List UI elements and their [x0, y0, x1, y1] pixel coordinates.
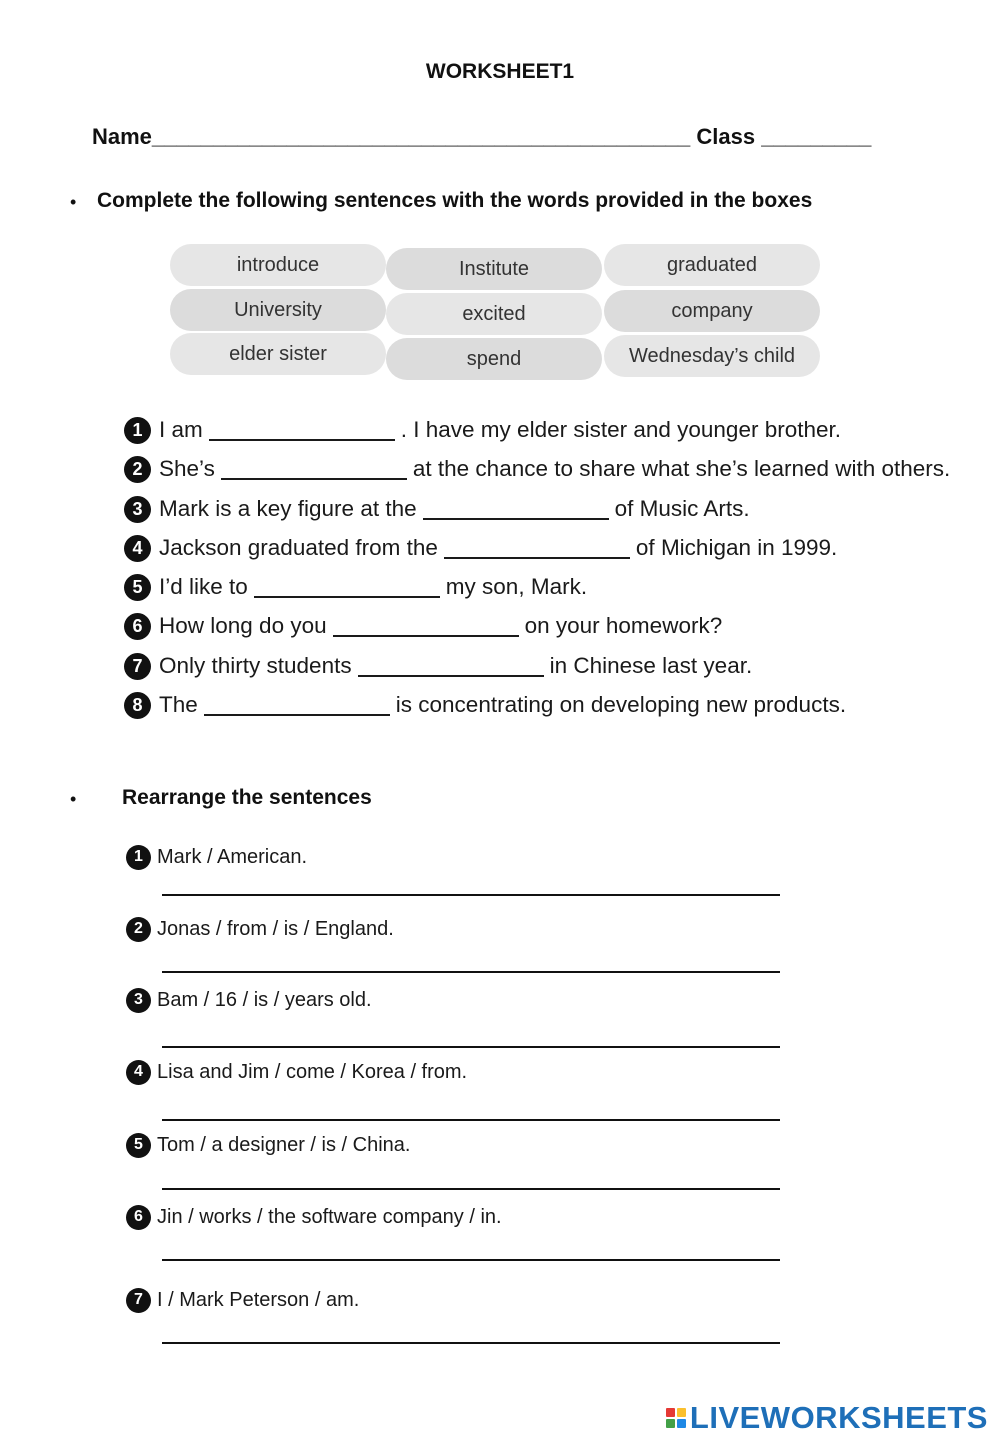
- number-badge: 6: [124, 613, 151, 640]
- sentence-after: of Michigan in 1999.: [635, 535, 838, 560]
- answer-blank[interactable]: [444, 537, 630, 559]
- fill-sentence: [124, 415, 841, 445]
- section2-instruction: Rearrange the sentences: [122, 786, 372, 809]
- fill-sentence: [124, 690, 846, 720]
- word-bank-item[interactable]: excited: [386, 293, 602, 335]
- sentence-after: on your homework?: [524, 613, 723, 638]
- number-badge: 1: [126, 845, 151, 870]
- rearrange-item: [126, 1057, 467, 1087]
- answer-blank[interactable]: [221, 458, 407, 480]
- section1-bullet: •: [70, 192, 77, 212]
- word-bank-item[interactable]: spend: [386, 338, 602, 380]
- number-badge: 7: [124, 653, 151, 680]
- number-badge: 4: [124, 535, 151, 562]
- rearrange-prompt: I / Mark Peterson / am.: [157, 1288, 360, 1311]
- rearrange-prompt: Jonas / from / is / England.: [157, 917, 394, 940]
- name-label: Name: [92, 124, 152, 149]
- name-field[interactable]: ____________________________________________: [151, 124, 691, 149]
- section1-instruction: Complete the following sentences with the words provided in the boxes: [97, 189, 813, 212]
- word-bank-item[interactable]: Wednesday’s child: [604, 335, 820, 377]
- number-badge: 5: [126, 1133, 151, 1158]
- rearrange-item: [126, 985, 372, 1015]
- answer-blank[interactable]: [209, 419, 395, 441]
- rearrange-item: [126, 1202, 502, 1232]
- liveworksheets-logo: [666, 1400, 988, 1436]
- answer-blank[interactable]: [254, 576, 440, 598]
- fill-sentence: [124, 572, 587, 602]
- rearrange-item: [126, 1130, 410, 1160]
- sentence-after: of Music Arts.: [614, 496, 750, 521]
- worksheet-title: WORKSHEET1: [425, 60, 575, 83]
- answer-line[interactable]: [162, 1342, 780, 1344]
- fill-sentence: [124, 651, 752, 681]
- sentence-before: The: [159, 692, 198, 717]
- number-badge: 3: [124, 496, 151, 523]
- number-badge: 8: [124, 692, 151, 719]
- answer-line[interactable]: [162, 971, 780, 973]
- number-badge: 3: [126, 988, 151, 1013]
- sentence-before: Only thirty students: [159, 653, 352, 678]
- word-bank-item[interactable]: introduce: [170, 244, 386, 286]
- sentence-after: my son, Mark.: [445, 574, 588, 599]
- sentence-after: in Chinese last year.: [549, 653, 753, 678]
- number-badge: 4: [126, 1060, 151, 1085]
- logo-text: LIVEWORKSHEETS: [689, 1400, 988, 1435]
- fill-sentence: [124, 454, 950, 484]
- answer-blank[interactable]: [333, 615, 519, 637]
- rearrange-prompt: Tom / a designer / is / China.: [157, 1133, 411, 1156]
- word-bank-item[interactable]: elder sister: [170, 333, 386, 375]
- rearrange-item: [126, 914, 394, 944]
- number-badge: 2: [124, 456, 151, 483]
- sentence-before: She’s: [159, 456, 215, 481]
- answer-line[interactable]: [162, 1119, 780, 1121]
- class-label: Class: [696, 124, 756, 149]
- answer-line[interactable]: [162, 1046, 780, 1048]
- answer-line[interactable]: [162, 894, 780, 896]
- rearrange-item: [126, 842, 307, 872]
- sentence-after: . I have my elder sister and younger brother.: [400, 417, 841, 442]
- word-bank-item[interactable]: company: [604, 290, 820, 332]
- answer-line[interactable]: [162, 1259, 780, 1261]
- class-field[interactable]: _________: [761, 124, 872, 149]
- number-badge: 2: [126, 917, 151, 942]
- section2-bullet: •: [70, 789, 77, 809]
- number-badge: 1: [124, 417, 151, 444]
- fill-sentence: [124, 494, 750, 524]
- word-bank-item[interactable]: graduated: [604, 244, 820, 286]
- number-badge: 6: [126, 1205, 151, 1230]
- sentence-before: How long do you: [159, 613, 327, 638]
- rearrange-prompt: Lisa and Jim / come / Korea / from.: [157, 1060, 468, 1083]
- rearrange-item: [126, 1285, 359, 1315]
- rearrange-prompt: Mark / American.: [157, 845, 308, 868]
- word-bank-item[interactable]: University: [170, 289, 386, 331]
- answer-blank[interactable]: [423, 498, 609, 520]
- number-badge: 5: [124, 574, 151, 601]
- answer-blank[interactable]: [358, 655, 544, 677]
- name-class-row: [92, 124, 871, 150]
- sentence-before: Mark is a key figure at the: [159, 496, 417, 521]
- fill-sentence: [124, 611, 722, 641]
- number-badge: 7: [126, 1288, 151, 1313]
- word-bank-item[interactable]: Institute: [386, 248, 602, 290]
- sentence-after: at the chance to share what she’s learned with others.: [412, 456, 951, 481]
- answer-line[interactable]: [162, 1188, 780, 1190]
- sentence-before: I am: [159, 417, 203, 442]
- rearrange-prompt: Jin / works / the software company / in.: [157, 1205, 502, 1228]
- sentence-before: Jackson graduated from the: [159, 535, 438, 560]
- sentence-before: I’d like to: [159, 574, 248, 599]
- fill-sentence: [124, 533, 837, 563]
- logo-icon: [666, 1408, 686, 1428]
- answer-blank[interactable]: [204, 694, 390, 716]
- sentence-after: is concentrating on developing new products.: [395, 692, 847, 717]
- rearrange-prompt: Bam / 16 / is / years old.: [157, 988, 372, 1011]
